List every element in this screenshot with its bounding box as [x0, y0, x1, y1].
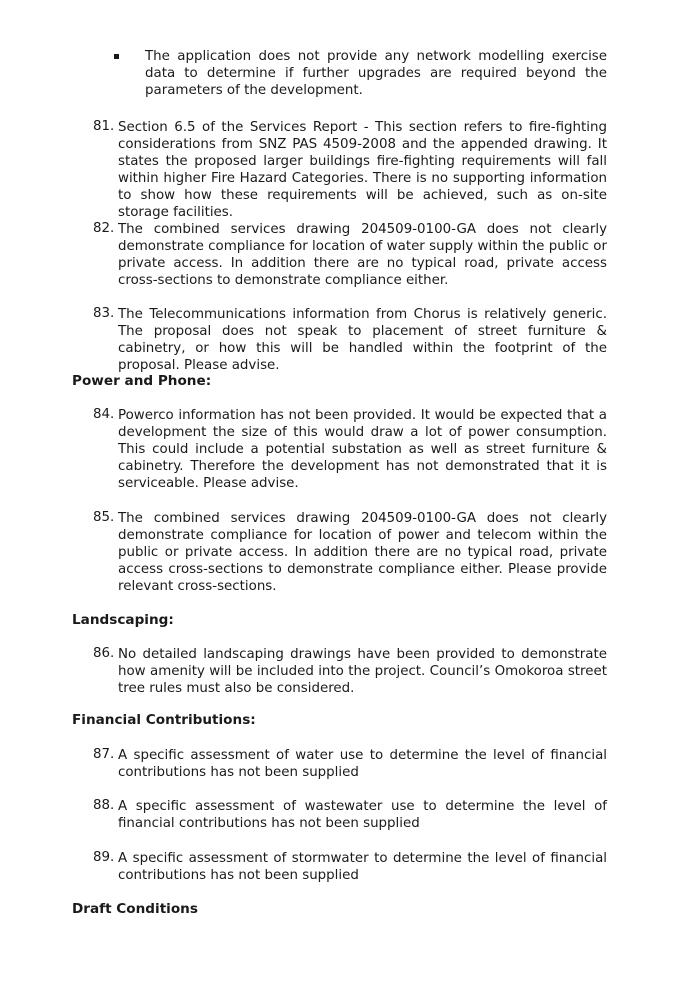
list-item-84	[90, 407, 607, 492]
item-text: The combined services drawing 204509-0100-GA does not clearly demonstrate compliance for location of water supply within the public or private access. In addition there are no typical road, private access cross-sections to demonstrate compliance either.	[118, 222, 607, 288]
item-number: 82.	[93, 221, 115, 236]
bullet-list-item	[117, 48, 607, 99]
item-text: A specific assessment of stormwater to determine the level of financial contributions has not been supplied	[118, 851, 607, 883]
section-heading-financial: Financial Contributions:	[72, 712, 256, 728]
section-heading-landscaping: Landscaping:	[72, 612, 174, 628]
item-text: The combined services drawing 204509-0100-GA does not clearly demonstrate compliance for location of power and telecom within the public or private access. In addition there are no typical road, private access cross-sections to demonstrate compliance either. Please provide relevant cross-sections.	[118, 511, 607, 594]
item-text: No detailed landscaping drawings have been provided to demonstrate how amenity will be included into the project. Council’s Omokoroa street tree rules must also be considered.	[118, 647, 607, 696]
item-number: 85.	[93, 510, 115, 525]
item-text: A specific assessment of wastewater use to determine the level of financial contributions has not been supplied	[118, 799, 607, 831]
list-item-85	[90, 510, 607, 595]
item-text: Section 6.5 of the Services Report - This section refers to fire-fighting considerations from SNZ PAS 4509-2008 and the appended drawing. It states the proposed larger buildings fire-fighting requirements will fall within higher Fire Hazard Categories. There is no supporting information to show how these requirements will be achieved, such as on-site storage facilities.	[118, 120, 607, 220]
section-heading-power-phone: Power and Phone:	[72, 373, 212, 389]
item-number: 81.	[93, 119, 115, 134]
list-item-81	[90, 119, 607, 221]
section-heading-draft-conditions: Draft Conditions	[72, 901, 198, 917]
list-item-82	[90, 221, 607, 289]
list-item-88	[90, 798, 607, 832]
item-number: 89.	[93, 850, 115, 865]
item-number: 86.	[93, 646, 115, 661]
bullet-text: The application does not provide any network modelling exercise data to determine if further upgrades are required beyond the parameters of the development.	[145, 49, 607, 98]
list-item-89	[90, 850, 607, 884]
item-number: 84.	[93, 407, 115, 422]
list-item-83	[90, 306, 607, 374]
item-number: 88.	[93, 798, 115, 813]
square-bullet-icon	[114, 54, 119, 59]
item-text: A specific assessment of water use to determine the level of financial contributions has not been supplied	[118, 748, 607, 780]
list-item-87	[90, 747, 607, 781]
item-number: 83.	[93, 306, 115, 321]
item-number: 87.	[93, 747, 115, 762]
item-text: Powerco information has not been provided. It would be expected that a development the size of this would draw a lot of power consumption. This could include a potential substation as well as street furniture & cabinetry. Therefore the development has not demonstrated that it is serviceable. Please advise.	[118, 408, 607, 491]
item-text: The Telecommunications information from Chorus is relatively generic. The proposal does not speak to placement of street furniture & cabinetry, or how this will be handled within the footprint of the proposal. Please advise.	[118, 307, 607, 373]
list-item-86	[90, 646, 607, 697]
